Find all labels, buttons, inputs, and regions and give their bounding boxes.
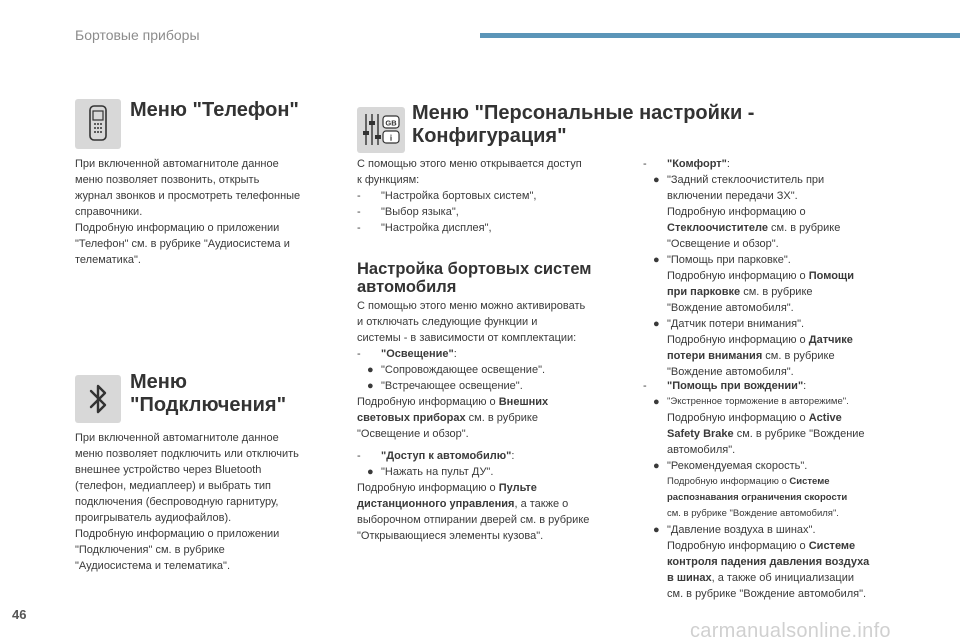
watermark: carmanualsonline.info: [690, 620, 891, 642]
text-line: проигрыватель аудиофайлов).: [75, 512, 232, 524]
list-item-access: - "Доступ к автомобилю":: [357, 450, 515, 462]
bullet-item: ● "Рекомендуемая скорость". Подробную информацию о Системе распознавания ограничения скорости см. в рубрике "Вождение автомобиля".: [643, 458, 928, 522]
text-bold: при парковке: [667, 286, 741, 298]
text-line: При включенной автомагнитоле данное: [75, 158, 279, 170]
list-item-label: "Помощь при вождении": [667, 380, 804, 392]
text-line: "Освещение и обзор".: [357, 428, 469, 440]
bullet-text: [667, 284, 923, 300]
bullet-text: "Нажать на пульт ДУ".: [381, 466, 494, 478]
bullet-text: распознавания ограничения скорости: [667, 492, 848, 503]
text-span: , а также о: [514, 498, 569, 510]
text-line: "Аудиосистема и телематика".: [75, 560, 231, 572]
list-item-comfort: - "Комфорт":: [643, 158, 730, 170]
connections-menu-title: [130, 371, 286, 417]
bullet-text: см. в рубрике "Вождение автомобиля".: [667, 588, 867, 600]
title-line: Меню "Персональные настройки -: [412, 102, 755, 124]
list-item: - "Выбор языка",: [357, 206, 459, 218]
bluetooth-icon: [75, 375, 121, 423]
bullet-item: ● "Нажать на пульт ДУ".: [367, 466, 494, 478]
text-line: системы - в зависимости от комплектации:: [357, 332, 577, 344]
bullet-text: [667, 410, 928, 426]
bullet-item: ● "Встречающее освещение".: [367, 380, 523, 392]
bullet-text: "Вождение автомобиля".: [667, 302, 794, 314]
text-span: см. в рубрике: [762, 350, 835, 362]
list-item-text: "Настройка дисплея",: [381, 222, 492, 234]
text-span: см. в рубрике "Вождение: [733, 428, 865, 440]
text-bold: потери внимания: [667, 350, 763, 362]
text-bold: Системе: [808, 540, 856, 552]
bullet-text: [667, 220, 923, 236]
bullet-text: "Помощь при парковке".: [667, 254, 791, 266]
bullet-item: ● "Экстренное торможение в авторежиме". Подробную информацию о Active Safety Brake см. в рубрике "Вождение автомобиля".: [643, 394, 928, 458]
list-item-label: "Комфорт": [667, 158, 727, 170]
text-span: см. в рубрике: [767, 222, 841, 234]
title-line: автомобиля: [357, 278, 457, 296]
text-line: С помощью этого меню открывается доступ: [357, 158, 582, 170]
text-line: "Телефон" см. в рубрике "Аудиосистема и: [75, 238, 290, 250]
phone-menu-icon-box: [75, 99, 121, 149]
bullet-item: ● "Помощь при парковке". Подробную информацию о Помощи при парковке см. в рубрике "Вождение автомобиля".: [643, 252, 923, 316]
text-line: к функциям:: [357, 174, 420, 186]
list-item: - "Настройка дисплея",: [357, 222, 492, 234]
list-item: - "Настройка бортовых систем",: [357, 190, 537, 202]
text-line: меню позволяет позвонить, открыть: [75, 174, 260, 186]
text-line: справочники.: [75, 206, 143, 218]
bullet-text: [667, 538, 928, 554]
list-item-label: "Освещение": [381, 348, 454, 360]
header-accent-bar: [480, 33, 960, 38]
text-line: (телефон, медиаплеер) и выбрать тип: [75, 480, 271, 492]
bullet-item: ● "Сопровождающее освещение".: [367, 364, 546, 376]
bullet-text: "Задний стеклоочиститель при: [667, 174, 825, 186]
text-line: При включенной автомагнитоле данное: [75, 432, 279, 444]
text-line: "Подключения" см. в рубрике: [75, 544, 225, 556]
personal-menu-body: [357, 156, 632, 236]
text-bold: дистанционного управления: [357, 498, 515, 510]
text-span: см. в рубрике: [740, 286, 813, 298]
personal-menu-title: [412, 102, 754, 148]
text-span: см. в рубрике: [465, 412, 538, 424]
text-bold: световых приборах: [357, 412, 466, 424]
connections-menu-body: [75, 430, 345, 574]
bullet-text: "Встречающее освещение".: [381, 380, 523, 392]
bullet-text: автомобиля".: [667, 444, 736, 456]
text-bold: Внешних: [498, 396, 549, 408]
page-header-title: Бортовые приборы: [75, 27, 200, 43]
vehicle-settings-body: [357, 298, 632, 544]
text-bold: Помощи: [808, 270, 854, 282]
bullet-item: ● "Давление воздуха в шинах". Подробную информацию о Системе контроля падения давления воздуха в шинах, а также об инициализации см. в рубрике "Вождение автомобиля".: [643, 522, 928, 602]
bullet-text: Подробную информацию о: [667, 206, 806, 218]
text-span: Подробную информацию о: [667, 412, 809, 424]
text-line: [357, 480, 632, 496]
text-line: Подробную информацию о приложении: [75, 222, 280, 234]
text-bold: Safety Brake: [667, 428, 734, 440]
list-item-text: "Настройка бортовых систем",: [381, 190, 537, 202]
icon-badge-gb: GB: [385, 118, 397, 128]
list-item-label: "Доступ к автомобилю": [381, 450, 512, 462]
title-line: "Подключения": [130, 394, 287, 416]
text-line: подключения (беспроводную гарнитуру,: [75, 496, 279, 508]
text-span: Подробную информацию о: [357, 396, 499, 408]
text-bold: Датчике: [808, 334, 853, 346]
text-line: [357, 410, 632, 426]
bullet-text: "Вождение автомобиля".: [667, 366, 794, 378]
connections-menu-icon-box: [75, 375, 121, 423]
bullet-text: "Экстренное торможение в авторежиме".: [667, 396, 849, 407]
bullet-text: включении передачи ЗХ".: [667, 190, 798, 202]
settings-sliders-icon: [357, 107, 405, 153]
icon-badge-info: i: [389, 133, 393, 143]
text-bold: в шинах: [667, 572, 712, 584]
phone-menu-body: [75, 156, 345, 268]
text-span: Подробную информацию о: [667, 270, 809, 282]
text-span: Подробную информацию о: [357, 482, 499, 494]
driving-assist-block: [643, 378, 928, 602]
text-line: С помощью этого меню можно активировать: [357, 300, 586, 312]
text-line: меню позволяет подключить или отключить: [75, 448, 299, 460]
bullet-text: "Рекомендуемая скорость".: [667, 460, 808, 472]
title-line: Настройка бортовых систем: [357, 260, 592, 278]
bullet-text: "Давление воздуха в шинах".: [667, 524, 816, 536]
text-span: , а также об инициализации: [711, 572, 855, 584]
bullet-text: [667, 348, 923, 364]
title-line: Меню: [130, 371, 187, 393]
text-line: журнал звонков и просмотреть телефонные: [75, 190, 301, 202]
mobile-phone-icon: [75, 99, 121, 149]
text-line: и отключать следующие функции и: [357, 316, 538, 328]
text-bold: Стеклоочистителе: [667, 222, 768, 234]
bullet-text: [667, 474, 928, 490]
text-bold: Пульте: [498, 482, 537, 494]
text-line: Подробную информацию о приложении: [75, 528, 280, 540]
vehicle-settings-title: [357, 260, 591, 296]
bullet-text: [667, 570, 928, 586]
text-span: Подробную информацию о: [667, 334, 809, 346]
list-item-driving-assist: - "Помощь при вождении":: [643, 380, 807, 392]
bullet-text: контроля падения давления воздуха: [667, 556, 870, 568]
bullet-text: [667, 426, 928, 442]
text-span: Подробную информацию о: [667, 476, 790, 487]
text-line: телематика".: [75, 254, 141, 266]
bullet-text: [667, 332, 923, 348]
text-line: "Открывающиеся элементы кузова".: [357, 530, 544, 542]
text-line: выборочном отпирании дверей см. в рубрике: [357, 514, 590, 526]
text-bold: Active: [808, 412, 842, 424]
bullet-text: см. в рубрике "Вождение автомобиля".: [667, 508, 839, 519]
bullet-text: [667, 268, 923, 284]
list-item-text: "Выбор языка",: [381, 206, 459, 218]
text-line: [357, 496, 632, 512]
page-number: 46: [12, 607, 27, 622]
text-line: внешнее устройство через Bluetooth: [75, 464, 262, 476]
personal-menu-icon-box: [357, 107, 405, 153]
text-bold: Системе: [789, 476, 830, 487]
list-item-lighting: - "Освещение":: [357, 348, 457, 360]
text-line: [357, 394, 632, 410]
comfort-block: [643, 156, 923, 380]
bullet-text: "Датчик потери внимания".: [667, 318, 805, 330]
text-span: Подробную информацию о: [667, 540, 809, 552]
bullet-text: "Освещение и обзор".: [667, 238, 779, 250]
bullet-text: "Сопровождающее освещение".: [381, 364, 546, 376]
phone-menu-title: Меню "Телефон": [130, 99, 299, 121]
bullet-item: ● "Задний стеклоочиститель при включении передачи ЗХ". Подробную информацию о Стеклоочистителе см. в рубрике "Освещение и обзор".: [643, 172, 923, 252]
title-line: Конфигурация": [412, 125, 567, 147]
bullet-item: ● "Датчик потери внимания". Подробную информацию о Датчике потери внимания см. в рубрике "Вождение автомобиля".: [643, 316, 923, 380]
